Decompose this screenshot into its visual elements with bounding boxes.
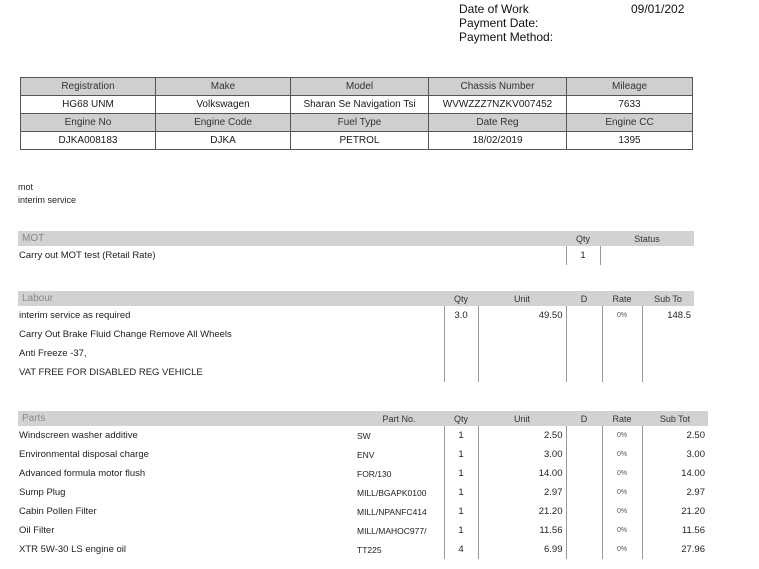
labour-unit	[478, 325, 566, 344]
table-row	[18, 426, 708, 445]
part-unit: 14.00	[478, 464, 566, 483]
part-d	[566, 483, 602, 502]
engine-cc-header: Engine CC	[567, 114, 693, 132]
make-value: Volkswagen	[156, 96, 291, 114]
labour-unit-header: Unit	[478, 291, 566, 306]
part-qty: 1	[444, 502, 478, 521]
part-number: MILL/MAHOC977/	[357, 525, 427, 536]
part-qty: 4	[444, 540, 478, 559]
parts-title: Parts	[18, 411, 354, 426]
table-row	[18, 464, 708, 483]
engine-no-header: Engine No	[21, 114, 156, 132]
mileage-value: 7633	[567, 96, 693, 114]
date-reg-header: Date Reg	[429, 114, 567, 132]
labour-subtotal	[642, 363, 694, 382]
part-qty: 1	[444, 445, 478, 464]
part-qty: 1	[444, 483, 478, 502]
parts-header-row	[18, 411, 708, 426]
note-line: interim service	[18, 195, 77, 205]
part-d	[566, 521, 602, 540]
parts-part-no-header: Part No.	[354, 411, 444, 426]
labour-d-header: D	[566, 291, 602, 306]
part-description: Oil Filter	[19, 525, 55, 536]
table-row	[18, 502, 708, 521]
part-number: MILL/NPANFC414	[357, 506, 427, 517]
part-number: FOR/130	[357, 468, 392, 479]
labour-rate	[602, 344, 642, 363]
table-row	[18, 445, 708, 464]
vehicle-header-row-2	[21, 114, 693, 132]
labour-d	[566, 306, 602, 325]
table-row	[18, 363, 694, 382]
parts-qty-header: Qty	[444, 411, 478, 426]
mot-qty-header: Qty	[566, 231, 600, 246]
part-unit: 11.56	[478, 521, 566, 540]
labour-unit	[478, 344, 566, 363]
parts-unit-header: Unit	[478, 411, 566, 426]
mot-status	[600, 246, 694, 265]
labour-unit	[478, 363, 566, 382]
labour-qty	[444, 344, 478, 363]
labour-qty: 3.0	[444, 306, 478, 325]
parts-subtotal-header: Sub Tot	[642, 411, 708, 426]
part-d	[566, 445, 602, 464]
engine-no-value: DJKA008183	[21, 132, 156, 150]
part-number: TT225	[357, 544, 382, 555]
make-header: Make	[156, 78, 291, 96]
table-row	[18, 483, 708, 502]
part-unit: 2.97	[478, 483, 566, 502]
part-description: Environmental disposal charge	[19, 449, 149, 460]
part-rate: 0%	[602, 445, 642, 464]
labour-rate	[602, 325, 642, 344]
mot-table	[18, 231, 694, 265]
payment-date-label: Payment Date:	[459, 16, 539, 30]
fuel-type-value: PETROL	[291, 132, 429, 150]
table-row	[18, 540, 708, 559]
labour-d	[566, 344, 602, 363]
part-rate: 0%	[602, 540, 642, 559]
mot-description: Carry out MOT test (Retail Rate)	[19, 250, 156, 261]
labour-description: VAT FREE FOR DISABLED REG VEHICLE	[19, 367, 203, 378]
labour-table	[18, 291, 694, 382]
part-subtotal: 27.96	[642, 540, 708, 559]
registration-header: Registration	[21, 78, 156, 96]
table-row	[18, 306, 694, 325]
fuel-type-header: Fuel Type	[291, 114, 429, 132]
date-of-work-value: 09/01/202	[631, 2, 685, 16]
labour-subtotal	[642, 325, 694, 344]
date-of-work-label: Date of Work	[459, 2, 529, 16]
part-subtotal: 3.00	[642, 445, 708, 464]
labour-subtotal-header: Sub To	[642, 291, 694, 306]
table-row	[18, 325, 694, 344]
mileage-header: Mileage	[567, 78, 693, 96]
part-subtotal: 14.00	[642, 464, 708, 483]
part-number: ENV	[357, 449, 375, 460]
part-unit: 3.00	[478, 445, 566, 464]
part-description: Cabin Pollen Filter	[19, 506, 97, 517]
labour-description: Carry Out Brake Fluid Change Remove All Wheels	[19, 329, 232, 340]
part-qty: 1	[444, 464, 478, 483]
part-unit: 21.20	[478, 502, 566, 521]
part-subtotal: 2.97	[642, 483, 708, 502]
part-d	[566, 540, 602, 559]
part-subtotal: 21.20	[642, 502, 708, 521]
table-row	[18, 246, 694, 265]
part-unit: 6.99	[478, 540, 566, 559]
labour-title: Labour	[18, 291, 444, 306]
labour-header-row	[18, 291, 694, 306]
part-number: MILL/BGAPK0100	[357, 487, 427, 498]
engine-cc-value: 1395	[567, 132, 693, 150]
date-reg-value: 18/02/2019	[429, 132, 567, 150]
part-rate: 0%	[602, 502, 642, 521]
note-line: mot	[18, 182, 34, 192]
mot-header-row	[18, 231, 694, 246]
vehicle-header-row-1	[21, 78, 693, 96]
part-description: Windscreen washer additive	[19, 430, 138, 441]
part-d	[566, 426, 602, 445]
labour-qty	[444, 363, 478, 382]
labour-subtotal: 148.5	[642, 306, 694, 325]
table-row	[18, 521, 708, 540]
labour-unit: 49.50	[478, 306, 566, 325]
part-number: SW	[357, 430, 371, 441]
part-unit: 2.50	[478, 426, 566, 445]
part-description: Sump Plug	[19, 487, 66, 498]
part-qty: 1	[444, 426, 478, 445]
parts-table	[18, 411, 708, 559]
vehicle-value-row-2	[21, 132, 693, 150]
vehicle-value-row-1	[21, 96, 693, 114]
part-subtotal: 2.50	[642, 426, 708, 445]
part-d	[566, 502, 602, 521]
payment-method-label: Payment Method:	[459, 30, 554, 44]
labour-rate: 0%	[602, 306, 642, 325]
parts-d-header: D	[566, 411, 602, 426]
chassis-number-header: Chassis Number	[429, 78, 567, 96]
labour-description: Anti Freeze -37,	[19, 348, 87, 359]
model-value: Sharan Se Navigation Tsi	[291, 96, 429, 114]
labour-subtotal	[642, 344, 694, 363]
part-rate: 0%	[602, 464, 642, 483]
mot-status-header: Status	[600, 231, 694, 246]
engine-code-value: DJKA	[156, 132, 291, 150]
labour-description: interim service as required	[19, 310, 131, 321]
labour-rate-header: Rate	[602, 291, 642, 306]
part-rate: 0%	[602, 521, 642, 540]
part-rate: 0%	[602, 483, 642, 502]
part-description: Advanced formula motor flush	[19, 468, 146, 479]
registration-value: HG68 UNM	[21, 96, 156, 114]
mot-title: MOT	[18, 231, 566, 246]
part-description: XTR 5W-30 LS engine oil	[19, 544, 127, 555]
part-d	[566, 464, 602, 483]
labour-d	[566, 363, 602, 382]
parts-rate-header: Rate	[602, 411, 642, 426]
mot-qty: 1	[566, 246, 600, 265]
part-rate: 0%	[602, 426, 642, 445]
labour-qty-header: Qty	[444, 291, 478, 306]
model-header: Model	[291, 78, 429, 96]
labour-d	[566, 325, 602, 344]
vehicle-details-table	[20, 77, 693, 150]
part-subtotal: 11.56	[642, 521, 708, 540]
part-qty: 1	[444, 521, 478, 540]
chassis-number-value: WVWZZZ7NZKV007452	[429, 96, 567, 114]
labour-qty	[444, 325, 478, 344]
labour-rate	[602, 363, 642, 382]
engine-code-header: Engine Code	[156, 114, 291, 132]
table-row	[18, 344, 694, 363]
